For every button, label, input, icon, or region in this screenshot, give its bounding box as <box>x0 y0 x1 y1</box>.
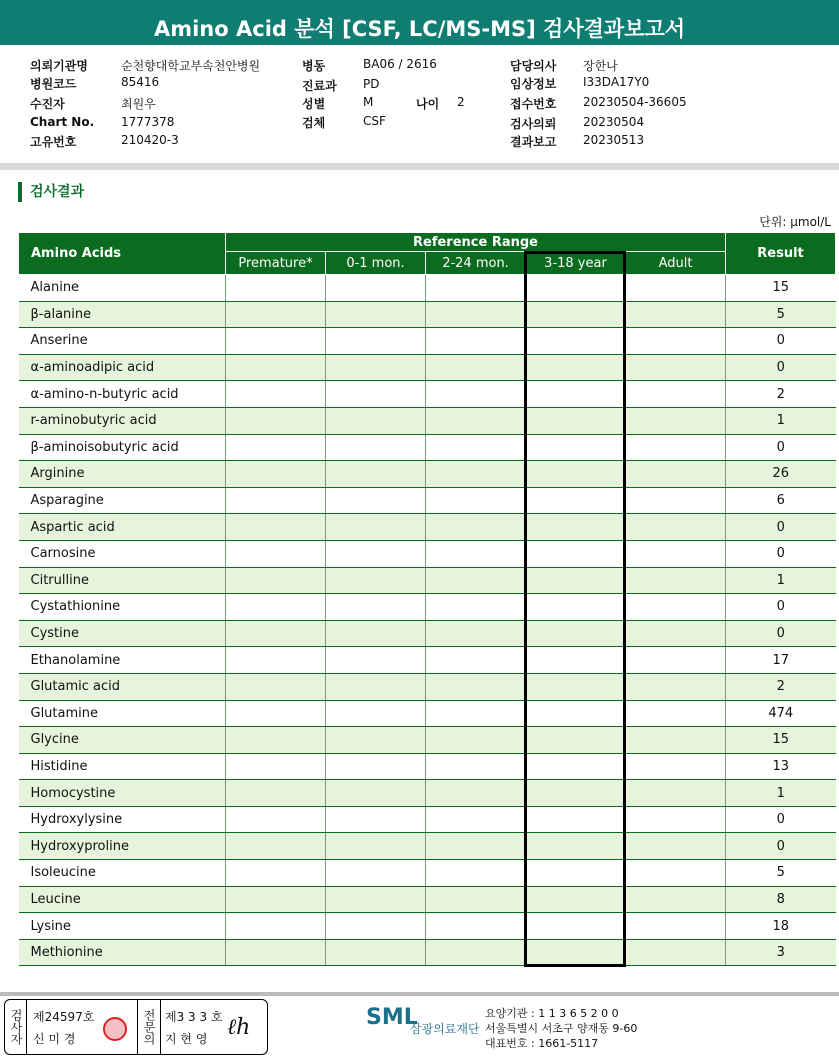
table-row <box>19 727 836 754</box>
tester-number: 제24597호 <box>33 1010 95 1024</box>
table-row <box>19 647 836 674</box>
result-value: 0 <box>726 833 836 860</box>
reference-cell <box>226 275 326 302</box>
reference-cell <box>326 913 426 940</box>
amino-acid-name: r-aminobutyric acid <box>19 407 226 434</box>
footer-divider <box>0 992 839 996</box>
amino-acid-name: Isoleucine <box>19 860 226 887</box>
reference-cell <box>226 354 326 381</box>
reference-cell <box>526 939 626 966</box>
reference-cell <box>626 860 726 887</box>
result-value: 6 <box>726 487 836 514</box>
table-row <box>19 860 836 887</box>
result-value: 0 <box>726 806 836 833</box>
reference-cell <box>526 461 626 488</box>
reference-cell <box>526 381 626 408</box>
table-row <box>19 540 836 567</box>
reference-cell <box>426 806 526 833</box>
reference-cell <box>226 860 326 887</box>
table-row <box>19 567 836 594</box>
amino-acid-name: Carnosine <box>19 540 226 567</box>
reference-cell <box>226 913 326 940</box>
reference-cell <box>526 806 626 833</box>
result-value: 0 <box>726 620 836 647</box>
reference-cell <box>226 328 326 355</box>
reference-cell <box>326 780 426 807</box>
info-label: Chart No. <box>30 115 95 129</box>
org-phone: 대표번호 : 1661-5117 <box>485 1037 599 1050</box>
reference-cell <box>226 594 326 621</box>
reference-cell <box>426 567 526 594</box>
info-label: 의뢰기관명 <box>30 59 88 73</box>
table-row <box>19 913 836 940</box>
amino-acid-name: Hydroxylysine <box>19 806 226 833</box>
reference-cell <box>326 939 426 966</box>
amino-acid-name: Histidine <box>19 753 226 780</box>
reference-cell <box>326 381 426 408</box>
reference-cell <box>526 407 626 434</box>
reference-cell <box>626 886 726 913</box>
table-row <box>19 594 836 621</box>
reference-cell <box>626 275 726 302</box>
info-value: BA06 / 2616 <box>363 57 437 71</box>
result-value: 0 <box>726 514 836 541</box>
table-row <box>19 780 836 807</box>
info-label: 성별 <box>302 97 326 111</box>
reference-cell <box>526 727 626 754</box>
reference-cell <box>226 407 326 434</box>
reference-cell <box>626 833 726 860</box>
reference-cell <box>426 620 526 647</box>
reference-cell <box>626 700 726 727</box>
reference-cell <box>426 886 526 913</box>
reference-cell <box>526 673 626 700</box>
amino-acid-name: Homocystine <box>19 780 226 807</box>
divider <box>0 163 839 170</box>
signature-icon: ℓh <box>227 1015 251 1040</box>
header-reference-range: Reference Range <box>226 233 726 252</box>
reference-cell <box>626 301 726 328</box>
reference-cell <box>226 514 326 541</box>
reference-cell <box>526 328 626 355</box>
reference-cell <box>226 434 326 461</box>
reference-cell <box>626 434 726 461</box>
header-ref-2: 2-24 mon. <box>426 252 526 275</box>
amino-acid-name: β-aminoisobutyric acid <box>19 434 226 461</box>
info-label: 접수번호 <box>510 97 557 111</box>
info-label: 수진자 <box>30 97 65 111</box>
amino-acid-name: Arginine <box>19 461 226 488</box>
reference-cell <box>326 301 426 328</box>
reference-cell <box>526 434 626 461</box>
org-code: 요양기관 : 1 1 3 6 5 2 0 0 <box>485 1007 619 1020</box>
reference-cell <box>426 354 526 381</box>
amino-acid-name: Glutamine <box>19 700 226 727</box>
reference-cell <box>426 913 526 940</box>
tester-name: 신 미 경 <box>33 1032 76 1046</box>
info-label: 고유번호 <box>30 135 77 149</box>
reference-cell <box>426 673 526 700</box>
info-value: 85416 <box>121 75 160 89</box>
info-label: 진료과 <box>302 79 337 93</box>
reference-cell <box>426 275 526 302</box>
reference-cell <box>226 647 326 674</box>
table-row <box>19 673 836 700</box>
result-value: 13 <box>726 753 836 780</box>
amino-acid-name: Methionine <box>19 939 226 966</box>
result-value: 2 <box>726 381 836 408</box>
amino-acid-name: Aspartic acid <box>19 514 226 541</box>
reference-cell <box>626 594 726 621</box>
amino-acid-name: Citrulline <box>19 567 226 594</box>
reference-cell <box>426 939 526 966</box>
reference-cell <box>426 434 526 461</box>
reference-cell <box>426 753 526 780</box>
table-row <box>19 328 836 355</box>
info-value: 210420-3 <box>121 133 179 147</box>
reference-cell <box>326 727 426 754</box>
table-row <box>19 407 836 434</box>
reference-cell <box>326 328 426 355</box>
table-row <box>19 620 836 647</box>
info-value: 20230513 <box>583 133 645 147</box>
reference-cell <box>326 673 426 700</box>
info-label: 임상정보 <box>510 77 557 91</box>
amino-acid-name: α-amino-n-butyric acid <box>19 381 226 408</box>
reference-cell <box>326 886 426 913</box>
reference-cell <box>326 461 426 488</box>
reference-cell <box>626 673 726 700</box>
reference-cell <box>226 833 326 860</box>
header-ref-1: 0-1 mon. <box>326 252 426 275</box>
reference-cell <box>326 594 426 621</box>
reference-cell <box>526 913 626 940</box>
reference-cell <box>526 514 626 541</box>
reference-cell <box>326 275 426 302</box>
info-value: PD <box>363 77 380 91</box>
reference-cell <box>326 434 426 461</box>
doctor-label: 전문의 <box>137 1000 161 1054</box>
doctor-number: 제3 3 3 호 <box>165 1010 223 1024</box>
header-ref-3: 3-18 year <box>526 252 626 275</box>
header-ref-4: Adult <box>626 252 726 275</box>
reference-cell <box>626 540 726 567</box>
result-value: 5 <box>726 301 836 328</box>
age-value: 2 <box>457 95 465 109</box>
reference-cell <box>226 301 326 328</box>
signature-box <box>4 999 268 1055</box>
reference-cell <box>426 727 526 754</box>
table-row <box>19 301 836 328</box>
result-value: 0 <box>726 328 836 355</box>
info-label: 결과보고 <box>510 135 557 149</box>
table-row <box>19 461 836 488</box>
reference-cell <box>426 540 526 567</box>
reference-cell <box>326 354 426 381</box>
info-value: 20230504-36605 <box>583 95 687 109</box>
reference-cell <box>226 700 326 727</box>
amino-acid-name: Glutamic acid <box>19 673 226 700</box>
info-value: I33DA17Y0 <box>583 75 650 89</box>
table-row <box>19 833 836 860</box>
result-value: 1 <box>726 567 836 594</box>
table-row <box>19 487 836 514</box>
table-row <box>19 434 836 461</box>
reference-cell <box>226 487 326 514</box>
table-row <box>19 753 836 780</box>
amino-acid-name: Glycine <box>19 727 226 754</box>
reference-cell <box>326 514 426 541</box>
age-label: 나이 <box>416 97 440 111</box>
reference-cell <box>426 301 526 328</box>
info-value: M <box>363 95 374 109</box>
result-value: 0 <box>726 354 836 381</box>
tester-label: 검사자 <box>5 1000 27 1054</box>
reference-cell <box>326 487 426 514</box>
amino-acid-name: β-alanine <box>19 301 226 328</box>
reference-cell <box>526 275 626 302</box>
info-label: 검사의뢰 <box>510 117 557 131</box>
reference-cell <box>326 860 426 887</box>
reference-cell <box>226 620 326 647</box>
reference-cell <box>326 833 426 860</box>
reference-cell <box>426 833 526 860</box>
reference-cell <box>526 780 626 807</box>
table-row <box>19 354 836 381</box>
reference-cell <box>626 407 726 434</box>
reference-cell <box>426 780 526 807</box>
amino-acid-name: Ethanolamine <box>19 647 226 674</box>
reference-cell <box>326 620 426 647</box>
reference-cell <box>626 567 726 594</box>
seal-icon <box>103 1017 127 1041</box>
result-value: 474 <box>726 700 836 727</box>
results-table <box>18 232 836 966</box>
reference-cell <box>526 487 626 514</box>
doctor-name: 지 현 영 <box>165 1032 208 1046</box>
result-value: 8 <box>726 886 836 913</box>
result-value: 15 <box>726 275 836 302</box>
reference-cell <box>226 673 326 700</box>
result-value: 18 <box>726 913 836 940</box>
org-addr: 서울특별시 서초구 양재동 9-60 <box>485 1022 638 1035</box>
reference-cell <box>226 780 326 807</box>
reference-cell <box>326 540 426 567</box>
reference-cell <box>426 328 526 355</box>
report-title: Amino Acid 분석 [CSF, LC/MS-MS] 검사결과보고서 <box>0 0 839 47</box>
reference-cell <box>626 514 726 541</box>
header-amino-acids: Amino Acids <box>19 233 226 275</box>
amino-acid-name: Cystathionine <box>19 594 226 621</box>
reference-cell <box>626 727 726 754</box>
amino-acid-name: Anserine <box>19 328 226 355</box>
reference-cell <box>426 381 526 408</box>
reference-cell <box>626 620 726 647</box>
reference-cell <box>626 354 726 381</box>
result-value: 3 <box>726 939 836 966</box>
result-value: 1 <box>726 407 836 434</box>
table-row <box>19 806 836 833</box>
reference-cell <box>526 833 626 860</box>
result-value: 0 <box>726 540 836 567</box>
sml-logo: SML <box>366 1005 418 1030</box>
info-value: 1777378 <box>121 115 175 129</box>
header-result: Result <box>726 233 836 275</box>
info-label: 병원코드 <box>30 77 77 91</box>
amino-acid-name: Lysine <box>19 913 226 940</box>
reference-cell <box>526 354 626 381</box>
reference-cell <box>526 860 626 887</box>
table-row <box>19 886 836 913</box>
reference-cell <box>226 806 326 833</box>
amino-acid-name: α-aminoadipic acid <box>19 354 226 381</box>
reference-cell <box>226 727 326 754</box>
reference-cell <box>526 753 626 780</box>
reference-cell <box>426 461 526 488</box>
reference-cell <box>626 913 726 940</box>
reference-cell <box>326 700 426 727</box>
reference-cell <box>626 461 726 488</box>
reference-cell <box>626 647 726 674</box>
reference-cell <box>426 700 526 727</box>
reference-cell <box>326 407 426 434</box>
amino-acid-name: Hydroxyproline <box>19 833 226 860</box>
reference-cell <box>626 487 726 514</box>
amino-acid-name: Cystine <box>19 620 226 647</box>
amino-acid-name: Alanine <box>19 275 226 302</box>
amino-acid-name: Asparagine <box>19 487 226 514</box>
reference-cell <box>526 700 626 727</box>
reference-cell <box>526 647 626 674</box>
table-row <box>19 939 836 966</box>
section-title: 검사결과 <box>18 182 84 202</box>
reference-cell <box>226 753 326 780</box>
reference-cell <box>626 806 726 833</box>
reference-cell <box>626 939 726 966</box>
reference-cell <box>526 594 626 621</box>
reference-cell <box>226 461 326 488</box>
table-row <box>19 700 836 727</box>
reference-cell <box>526 886 626 913</box>
reference-cell <box>526 620 626 647</box>
amino-acid-name: Leucine <box>19 886 226 913</box>
reference-cell <box>226 567 326 594</box>
reference-cell <box>426 407 526 434</box>
reference-cell <box>426 860 526 887</box>
result-value: 15 <box>726 727 836 754</box>
reference-cell <box>626 381 726 408</box>
info-value: 20230504 <box>583 115 645 129</box>
reference-cell <box>326 567 426 594</box>
info-value: 순천향대학교부속천안병원 <box>121 59 261 73</box>
reference-cell <box>526 567 626 594</box>
reference-cell <box>526 301 626 328</box>
unit-label: 단위: μmol/L <box>759 215 831 229</box>
reference-cell <box>226 381 326 408</box>
result-value: 17 <box>726 647 836 674</box>
result-value: 1 <box>726 780 836 807</box>
reference-cell <box>226 939 326 966</box>
reference-cell <box>326 753 426 780</box>
result-value: 5 <box>726 860 836 887</box>
table-row <box>19 381 836 408</box>
reference-cell <box>426 487 526 514</box>
reference-cell <box>626 328 726 355</box>
reference-cell <box>626 753 726 780</box>
result-value: 2 <box>726 673 836 700</box>
info-value: CSF <box>363 114 386 128</box>
reference-cell <box>426 514 526 541</box>
reference-cell <box>426 594 526 621</box>
result-value: 26 <box>726 461 836 488</box>
reference-cell <box>326 647 426 674</box>
table-row <box>19 275 836 302</box>
reference-cell <box>226 886 326 913</box>
table-row <box>19 514 836 541</box>
reference-cell <box>326 806 426 833</box>
info-label: 검체 <box>302 116 326 130</box>
info-label: 병동 <box>302 59 326 73</box>
info-value: 장한나 <box>583 59 618 73</box>
result-value: 0 <box>726 594 836 621</box>
org-address <box>485 1006 637 1051</box>
reference-cell <box>626 780 726 807</box>
info-label: 담당의사 <box>510 59 557 73</box>
reference-cell <box>226 540 326 567</box>
info-value: 최원우 <box>121 97 156 111</box>
org-name: 삼광의료재단 <box>410 1022 480 1036</box>
header-ref-0: Premature* <box>226 252 326 275</box>
reference-cell <box>526 540 626 567</box>
result-value: 0 <box>726 434 836 461</box>
reference-cell <box>426 647 526 674</box>
